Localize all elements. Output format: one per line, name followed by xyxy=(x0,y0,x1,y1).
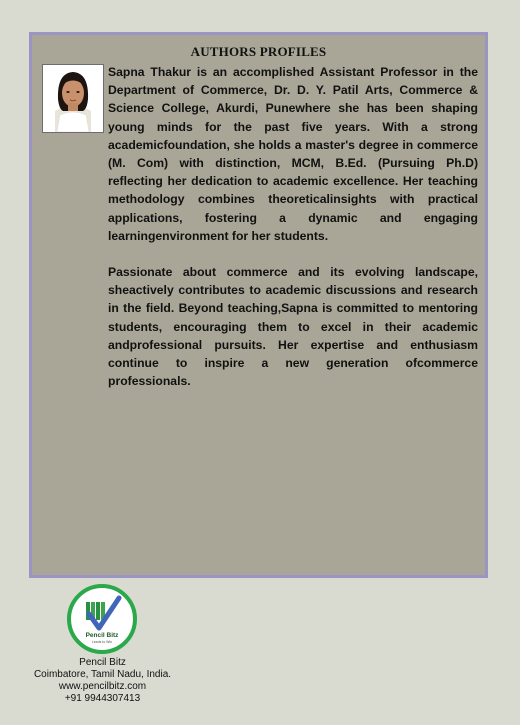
author-photo xyxy=(42,64,104,133)
publisher-name: Pencil Bitz xyxy=(79,657,126,668)
pencil-bitz-logo xyxy=(67,584,137,654)
publisher-website: www.pencilbitz.com xyxy=(58,681,147,692)
profile-paragraph-2: Passionate about commerce and its evolving landscape, sheactively contributes to academic discussions and research in the field. Beyond teaching,Sapna is committed to mentoring students, encouraging them to excel in their academic andprofessional pursuits. Her expertise and enthusiasm continue to inspire a new generation ofcommerce professionals. xyxy=(108,265,478,389)
section-title: AUTHORS PROFILES xyxy=(190,44,327,59)
publisher-phone: +91 9944307413 xyxy=(64,693,141,704)
author-profile-box xyxy=(29,32,488,578)
profile-paragraph-1: Sapna Thakur is an accomplished Assistant Professor in the Department of Commerce, Dr. D. Y. Patil Arts, Commerce & Science College, Akurdi, Punewhere she has been shaping young minds for the past five years. With a strong academicfoundation, she holds a master's degree in commerce (M. Com) with distinction, MCM, B.Ed. (Pursuing Ph.D) reflecting her dedication to academic excellence. Her teaching methodology combines theoreticalinsights with practical applications, fostering a dynamic and engaging learningenvironment for her students. xyxy=(108,65,478,243)
logo-text: Pencil Bitz xyxy=(85,632,119,639)
logo-tagline: Leads to Win xyxy=(91,640,113,644)
publisher-location: Coimbatore, Tamil Nadu, India. xyxy=(33,669,172,680)
